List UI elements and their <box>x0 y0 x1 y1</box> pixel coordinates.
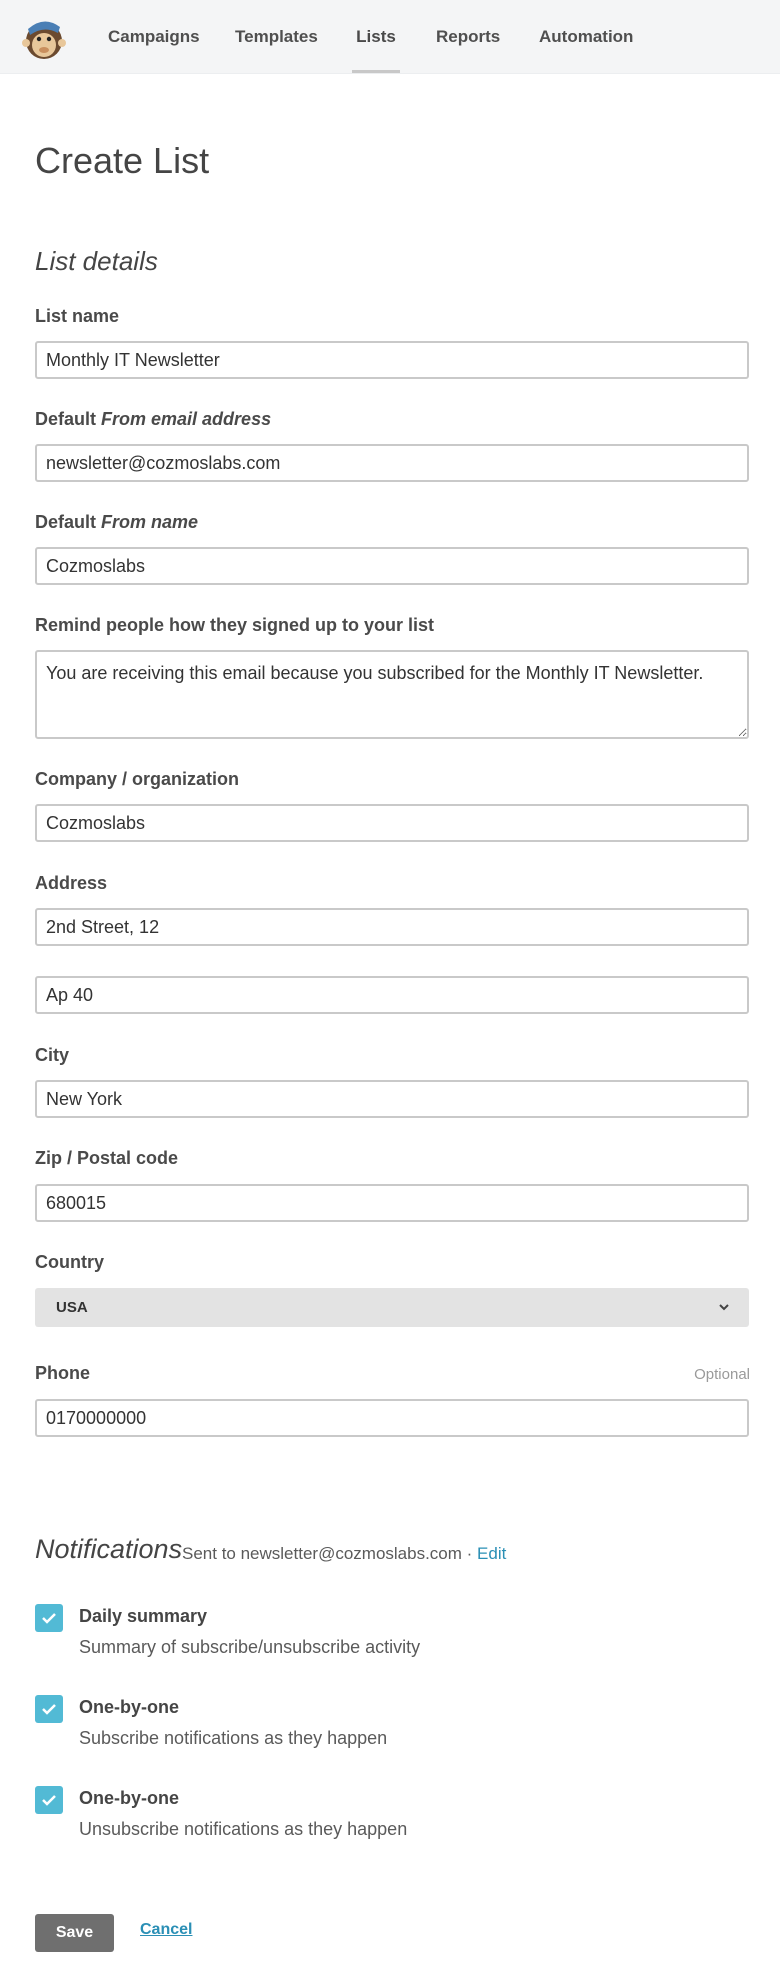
nav-templates[interactable]: Templates <box>235 27 318 46</box>
from-name-input[interactable] <box>35 547 749 585</box>
company-label: Company / organization <box>35 769 240 789</box>
from-name-label-prefix: Default <box>35 512 102 532</box>
from-email-label-prefix: Default <box>35 409 102 429</box>
country-select-value: USA <box>56 1299 88 1316</box>
cancel-link[interactable]: Cancel <box>140 1921 193 1938</box>
checkmark-icon <box>41 1793 57 1807</box>
checkmark-icon <box>41 1702 57 1716</box>
city-label: City <box>35 1045 70 1065</box>
from-name-label-emphasis: From name <box>101 512 199 532</box>
top-navigation-bar <box>0 0 780 74</box>
reminder-label: Remind people how they signed up to your list <box>35 615 435 635</box>
unsubscribe-notifications-description: Unsubscribe notifications as they happen <box>79 1819 408 1839</box>
phone-input[interactable] <box>35 1399 749 1437</box>
chevron-down-icon <box>717 1300 731 1314</box>
reminder-textarea[interactable] <box>35 650 749 739</box>
list-details-heading: List details <box>35 246 158 276</box>
country-label: Country <box>35 1252 104 1272</box>
daily-summary-description: Summary of subscribe/unsubscribe activity <box>79 1637 421 1657</box>
phone-label: Phone <box>35 1363 91 1383</box>
nav-campaigns[interactable]: Campaigns <box>108 27 200 46</box>
city-input[interactable] <box>35 1080 749 1118</box>
subscribe-notifications-title: One-by-one <box>79 1697 180 1717</box>
notifications-sent-to-text: Sent to newsletter@cozmoslabs.com · <box>182 1544 478 1563</box>
notifications-heading: Notifications <box>35 1534 183 1564</box>
list-name-label: List name <box>35 306 120 326</box>
nav-reports[interactable]: Reports <box>436 27 501 46</box>
from-email-label <box>35 409 271 430</box>
save-button[interactable]: Save <box>35 1914 114 1952</box>
address-line1-input[interactable] <box>35 908 749 946</box>
unsubscribe-notifications-title: One-by-one <box>79 1788 180 1808</box>
subscribe-notifications-description: Subscribe notifications as they happen <box>79 1728 388 1748</box>
checkmark-icon <box>41 1611 57 1625</box>
phone-optional-hint: Optional <box>694 1366 750 1383</box>
from-email-input[interactable] <box>35 444 749 482</box>
nav-lists[interactable]: Lists <box>352 0 400 73</box>
list-name-input[interactable] <box>35 341 749 379</box>
address-line2-input[interactable] <box>35 976 749 1014</box>
zip-input[interactable] <box>35 1184 749 1222</box>
daily-summary-checkbox[interactable] <box>35 1604 63 1632</box>
address-label: Address <box>35 873 108 893</box>
company-input[interactable] <box>35 804 749 842</box>
nav-automation[interactable]: Automation <box>539 27 634 46</box>
from-email-label-emphasis: From email address <box>101 409 272 429</box>
unsubscribe-notifications-checkbox[interactable] <box>35 1786 63 1814</box>
notifications-sent-to <box>182 1544 506 1564</box>
daily-summary-title: Daily summary <box>79 1606 208 1626</box>
main-nav <box>0 0 780 73</box>
subscribe-notifications-checkbox[interactable] <box>35 1695 63 1723</box>
from-name-label <box>35 512 198 533</box>
country-select[interactable] <box>35 1288 749 1327</box>
zip-label: Zip / Postal code <box>35 1148 179 1168</box>
page-title: Create List <box>35 140 210 181</box>
notifications-edit-link[interactable]: Edit <box>477 1544 507 1563</box>
